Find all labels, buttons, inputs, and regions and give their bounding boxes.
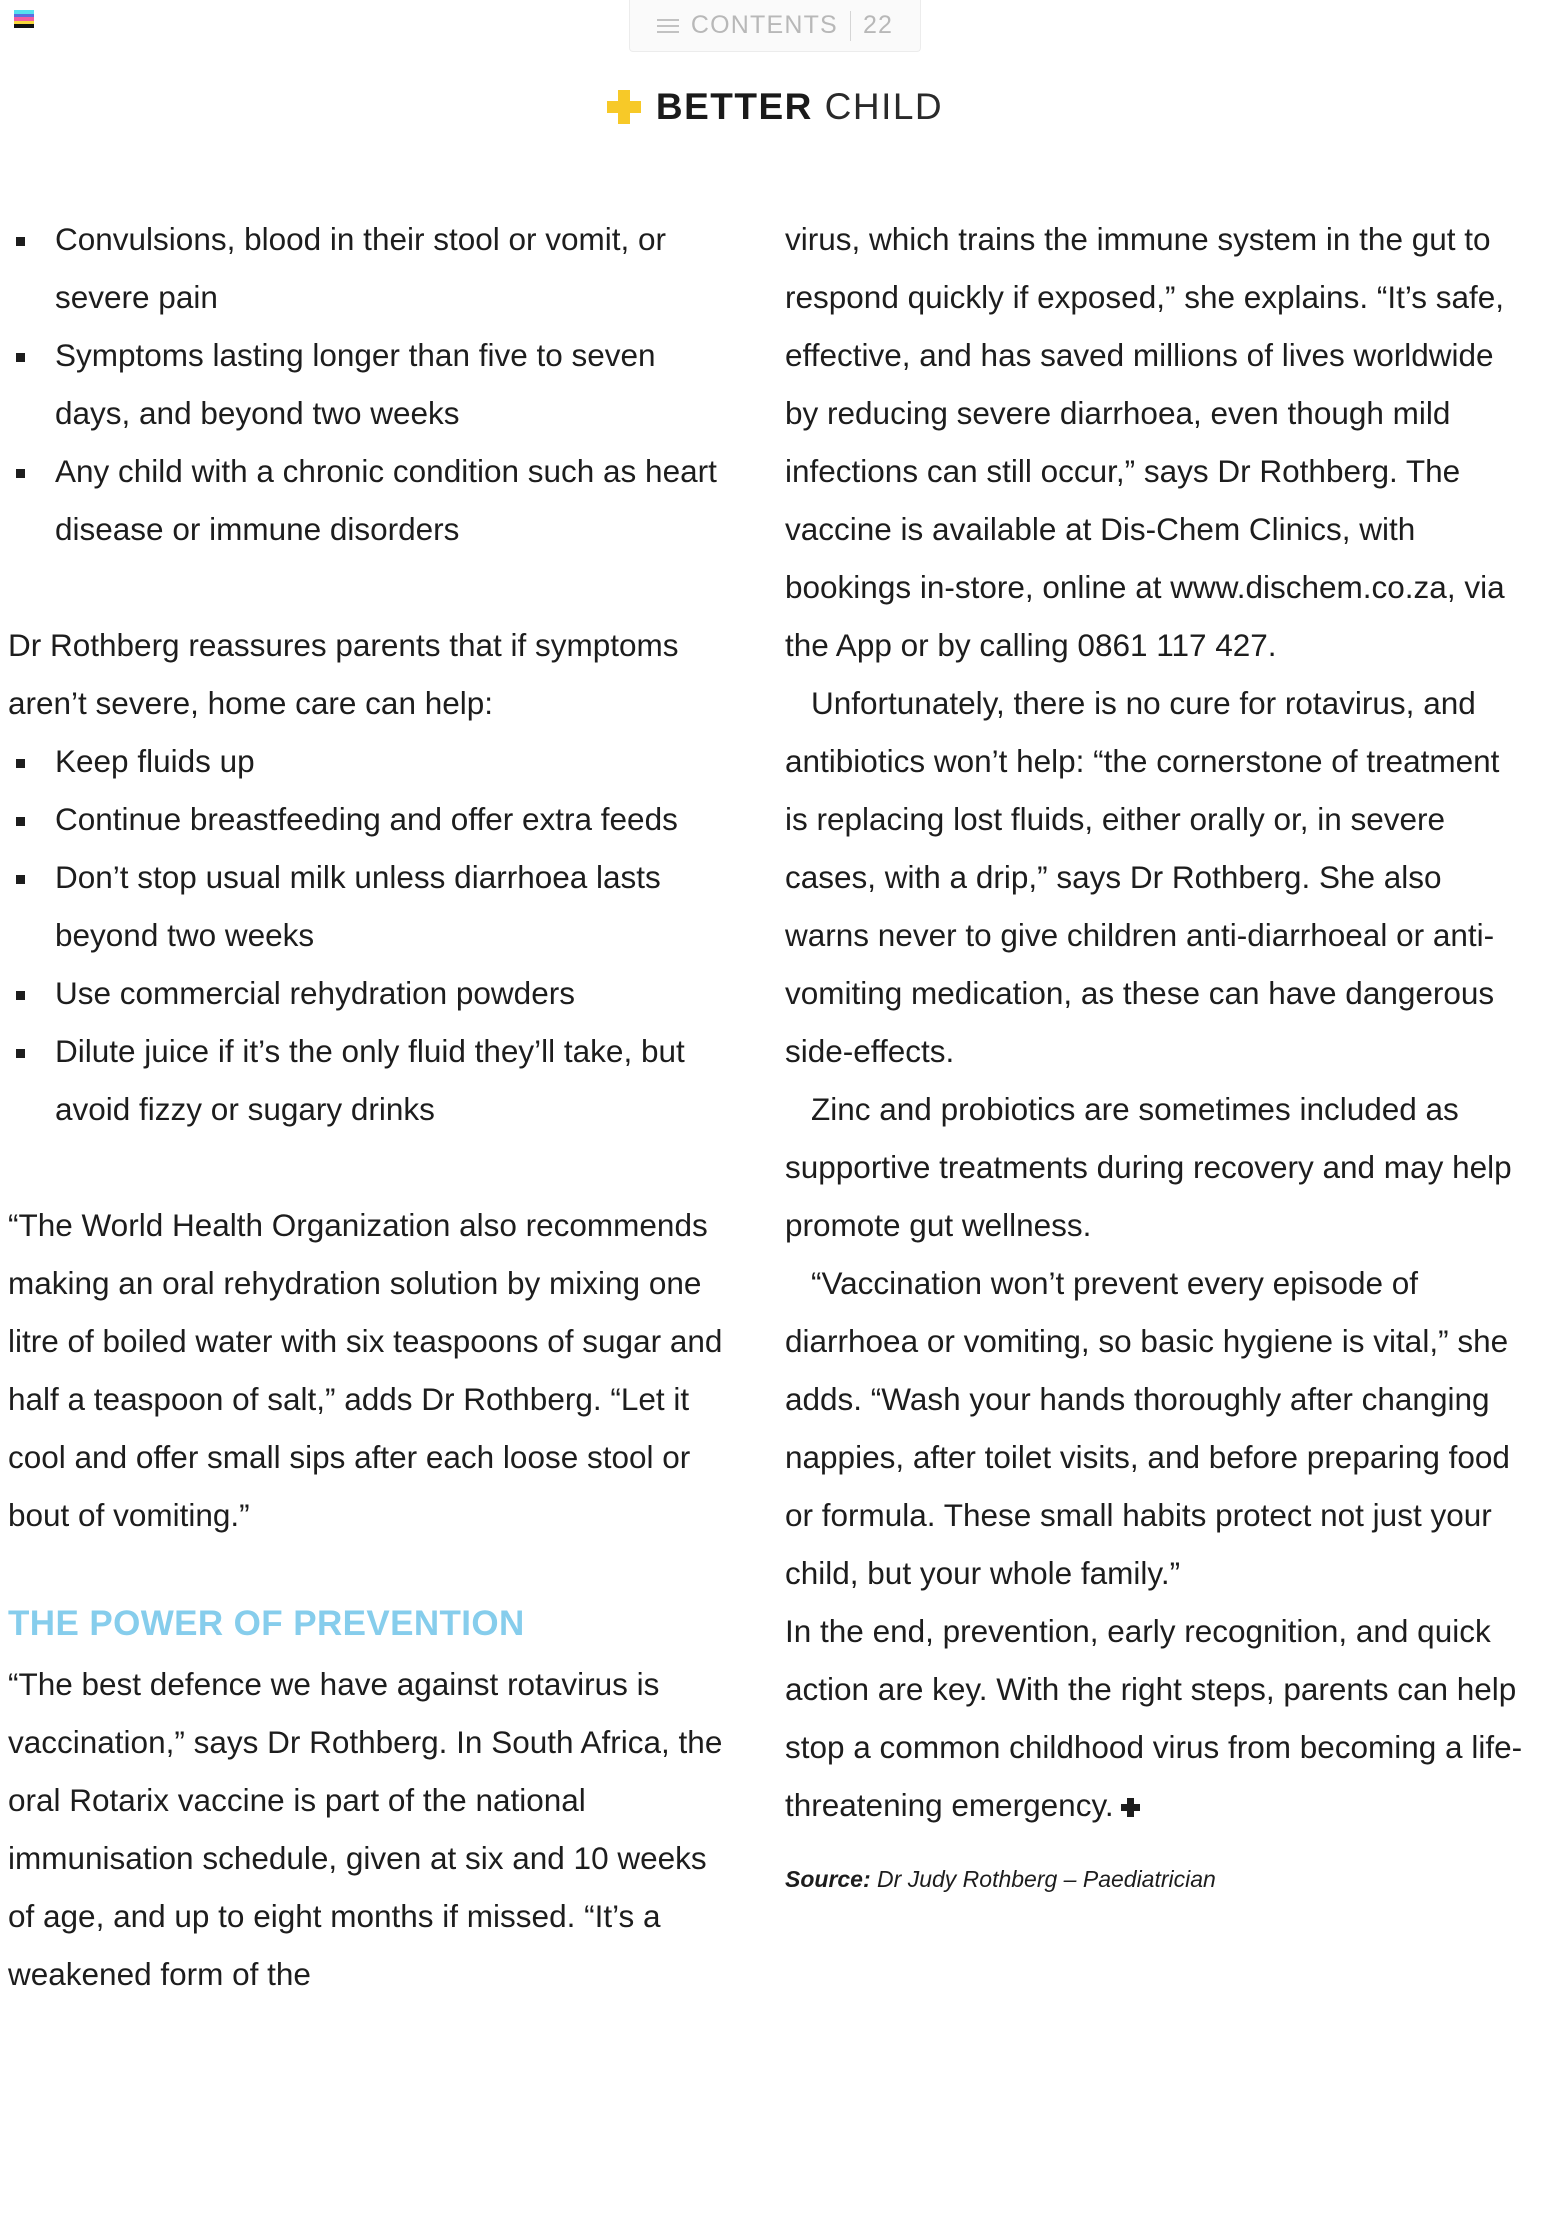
right-paragraph-5 xyxy=(785,1602,1530,1834)
plus-end-mark-icon xyxy=(1121,1798,1140,1817)
masthead-title-bold: BETTER xyxy=(655,86,813,127)
section-heading-prevention: THE POWER OF PREVENTION xyxy=(8,1604,525,1643)
list-item: Convulsions, blood in their stool or vomit, or severe pain xyxy=(8,210,730,326)
right-column xyxy=(775,210,1550,2227)
color-registration-marker xyxy=(14,10,34,28)
warning-signs-list xyxy=(8,210,730,558)
masthead xyxy=(0,88,1550,125)
contents-page-number: 22 xyxy=(862,11,894,39)
list-item: Continue breastfeeding and offer extra feeds xyxy=(8,790,730,848)
right-paragraph-1: virus, which trains the immune system in the gut to respond quickly if exposed,” she explains. “It’s safe, effective, and has saved millions of lives worldwide by reducing severe diarrhoea, even though mild infections can still occur,” says Dr Rothberg. The vaccine is available at Dis-Chem Clinics, with bookings in-store, online at www.dischem.co.za, via the App or by calling 0861 117 427. xyxy=(785,221,1505,663)
source-text: Dr Judy Rothberg – Paediatrician xyxy=(870,1866,1216,1892)
home-care-list xyxy=(8,732,730,1138)
article-body xyxy=(0,210,1550,2227)
right-paragraph-5-text: In the end, prevention, early recognition, and quick action are key. With the right steps, parents can help stop a common childhood virus from becoming a life-threatening emergency. xyxy=(785,1613,1523,1823)
home-care-intro: Dr Rothberg reassures parents that if symptoms aren’t severe, home care can help: xyxy=(8,627,679,721)
reg-swatch-black xyxy=(14,24,34,28)
hamburger-icon[interactable] xyxy=(657,19,679,33)
right-paragraph-3: Zinc and probiotics are sometimes included as supportive treatments during recovery and may help promote gut wellness. xyxy=(785,1091,1512,1243)
prevention-paragraph: “The best defence we have against rotavirus is vaccination,” says Dr Rothberg. In South Africa, the oral Rotarix vaccine is part of the national immunisation schedule, given at six and 10 weeks of age, and up to eight months if missed. “It’s a weakened form of the xyxy=(8,1666,723,1992)
list-item: Dilute juice if it’s the only fluid they’ll take, but avoid fizzy or sugary drinks xyxy=(8,1022,730,1138)
list-item: Use commercial rehydration powders xyxy=(8,964,730,1022)
contents-divider xyxy=(850,11,851,41)
list-item: Symptoms lasting longer than five to seven days, and beyond two weeks xyxy=(8,326,730,442)
who-rehydration-paragraph: “The World Health Organization also recommends making an oral rehydration solution by mixing one litre of boiled water with six teaspoons of sugar and half a teaspoon of salt,” adds Dr Rothberg. “Let it cool and offer small sips after each loose stool or bout of vomiting.” xyxy=(8,1207,723,1533)
right-paragraph-4: “Vaccination won’t prevent every episode of diarrhoea or vomiting, so basic hygiene is vital,” she adds. “Wash your hands thoroughly after changing nappies, after toilet visits, and before preparing food or formula. These small habits protect not just your child, but your whole family.” xyxy=(785,1265,1510,1591)
masthead-title xyxy=(656,88,943,125)
contents-label: CONTENTS xyxy=(690,11,838,39)
list-item: Any child with a chronic condition such as heart disease or immune disorders xyxy=(8,442,730,558)
contents-tab[interactable] xyxy=(629,0,921,52)
list-item: Keep fluids up xyxy=(8,732,730,790)
source-label: Source: xyxy=(785,1866,871,1892)
left-column xyxy=(0,210,775,2227)
masthead-title-light: CHILD xyxy=(824,86,944,127)
yellow-plus-icon xyxy=(607,90,641,124)
source-credit xyxy=(785,1864,1530,1894)
list-item: Don’t stop usual milk unless diarrhoea lasts beyond two weeks xyxy=(8,848,730,964)
right-paragraph-2: Unfortunately, there is no cure for rotavirus, and antibiotics won’t help: “the cornerstone of treatment is replacing lost fluids, either orally or, in severe cases, with a drip,” says Dr Rothberg. She also warns never to give children anti-diarrhoeal or anti-vomiting medication, as these can have dangerous side-effects. xyxy=(785,685,1500,1069)
